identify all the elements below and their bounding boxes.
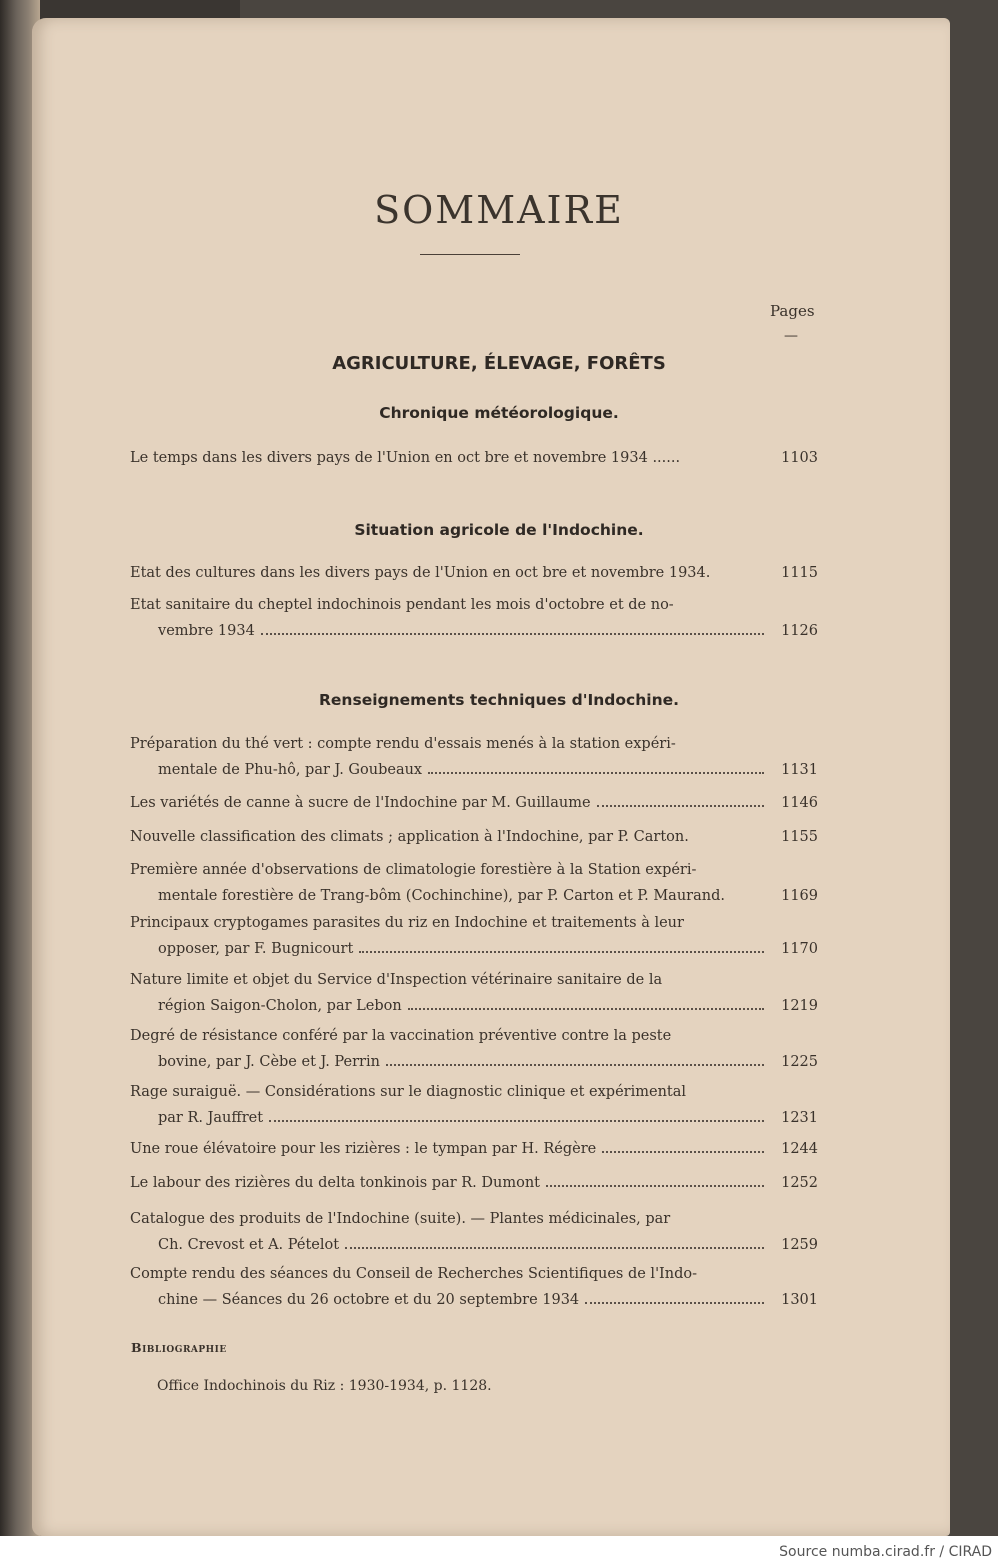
- dot-leader: [585, 1301, 764, 1304]
- entry-page: 1219: [781, 998, 818, 1014]
- subsection-renseignements: Renseignements techniques d'Indochine.: [318, 691, 680, 709]
- pages-column-label: Pages: [770, 302, 815, 320]
- toc-entry: [130, 967, 818, 1019]
- toc-entry: [130, 560, 818, 586]
- source-credit: Source numba.cirad.fr / CIRAD: [779, 1544, 992, 1560]
- dot-leader: [428, 771, 764, 774]
- entry-title: Etat des cultures dans les divers pays de l'Union en oct bre et novembre 1934.: [130, 565, 711, 581]
- toc-entry: [130, 1206, 818, 1258]
- entry-title-line1: Principaux cryptogames parasites du riz en Indochine et traitements à leur: [130, 915, 684, 931]
- entry-page: 1252: [781, 1175, 818, 1191]
- dot-leader: [261, 632, 764, 635]
- toc-entry: [130, 445, 818, 471]
- entry-title-line1: Compte rendu des séances du Conseil de Recherches Scientifiques de l'Indo-: [130, 1266, 698, 1282]
- toc-entry: [130, 1136, 818, 1162]
- entry-title-line1: Catalogue des produits de l'Indochine (suite). — Plantes médicinales, par: [130, 1211, 671, 1227]
- toc-entry: [130, 857, 818, 909]
- entry-page: 1155: [781, 829, 818, 845]
- entry-title: Le labour des rizières du delta tonkinois par R. Dumont: [130, 1175, 540, 1191]
- entry-title-line2: mentale de Phu-hô, par J. Goubeaux: [158, 762, 423, 778]
- entry-title-line1: Première année d'observations de climatologie forestière à la Station expéri-: [130, 862, 697, 878]
- bibliography-heading: Bibliographie: [131, 1340, 227, 1355]
- dot-leader: [408, 1007, 764, 1010]
- entry-title: Les variétés de canne à sucre de l'Indochine par M. Guillaume: [130, 795, 591, 811]
- dot-leader: [546, 1184, 764, 1187]
- entry-page: 1244: [781, 1141, 818, 1157]
- dot-leader: [269, 1119, 764, 1122]
- entry-title-line1: Etat sanitaire du cheptel indochinois pendant les mois d'octobre et de no-: [130, 597, 674, 613]
- dot-leader: [602, 1150, 764, 1153]
- entry-title-line1: Rage suraiguë. — Considérations sur le diagnostic clinique et expérimental: [130, 1084, 687, 1100]
- entry-title-line2: chine — Séances du 26 octobre et du 20 septembre 1934: [158, 1292, 580, 1308]
- entry-page: 1126: [781, 623, 818, 639]
- toc-entry: [130, 1170, 818, 1196]
- entry-page: 1131: [781, 762, 818, 778]
- title-rule: [420, 254, 520, 255]
- toc-entry: [130, 790, 818, 816]
- subsection-situation: Situation agricole de l'Indochine.: [354, 521, 644, 539]
- toc-entry: [130, 1079, 818, 1131]
- toc-entry: [130, 731, 818, 783]
- dot-leader: [597, 804, 764, 807]
- dot-leader: [386, 1063, 764, 1066]
- toc-entry: [130, 592, 818, 644]
- entry-page: 1301: [781, 1292, 818, 1308]
- entry-title-line2: opposer, par F. Bugnicourt: [158, 941, 354, 957]
- entry-page: 1115: [781, 565, 818, 581]
- toc-entry: [130, 910, 818, 962]
- entry-title-line2: bovine, par J. Cèbe et J. Perrin: [158, 1054, 380, 1070]
- entry-title-line2: région Saigon-Cholon, par Lebon: [158, 998, 402, 1014]
- entry-title-line1: Préparation du thé vert : compte rendu d'essais menés à la station expéri-: [130, 736, 676, 752]
- entry-page: 1259: [781, 1237, 818, 1253]
- entry-title-line1: Nature limite et objet du Service d'Inspection vétérinaire sanitaire de la: [130, 972, 663, 988]
- entry-title-line2: par R. Jauffret: [158, 1110, 264, 1126]
- toc-entry: [130, 824, 818, 850]
- dot-leader: [359, 950, 764, 953]
- entry-page: 1103: [781, 450, 818, 466]
- pages-column-dash: —: [784, 328, 798, 344]
- entry-page: 1170: [781, 941, 818, 957]
- entry-title-line2: mentale forestière de Trang-bôm (Cochinchine), par P. Carton et P. Maurand.: [158, 888, 725, 904]
- entry-title-line2: vembre 1934: [158, 623, 255, 639]
- entry-page: 1225: [781, 1054, 818, 1070]
- toc-entry: [130, 1261, 818, 1313]
- entry-page: 1146: [781, 795, 818, 811]
- entry-page: 1169: [781, 888, 818, 904]
- section-heading: AGRICULTURE, ÉLEVAGE, FORÊTS: [332, 353, 666, 374]
- entry-title: Nouvelle classification des climats ; application à l'Indochine, par P. Carton.: [130, 829, 689, 845]
- entry-title-line1: Degré de résistance conféré par la vaccination préventive contre la peste: [130, 1028, 672, 1044]
- dot-leader: [345, 1246, 764, 1249]
- toc-entry: [130, 1023, 818, 1075]
- page-title: SOMMAIRE: [374, 188, 624, 232]
- entry-title-line2: Ch. Crevost et A. Pételot: [158, 1237, 340, 1253]
- entry-title: Une roue élévatoire pour les rizières : le tympan par H. Régère: [130, 1141, 597, 1157]
- entry-title: Le temps dans les divers pays de l'Union en oct bre et novembre 1934 ......: [130, 450, 681, 466]
- bibliography-item: Office Indochinois du Riz : 1930-1934, p. 1128.: [157, 1378, 492, 1394]
- subsection-meteo: Chronique météorologique.: [379, 404, 619, 422]
- entry-page: 1231: [781, 1110, 818, 1126]
